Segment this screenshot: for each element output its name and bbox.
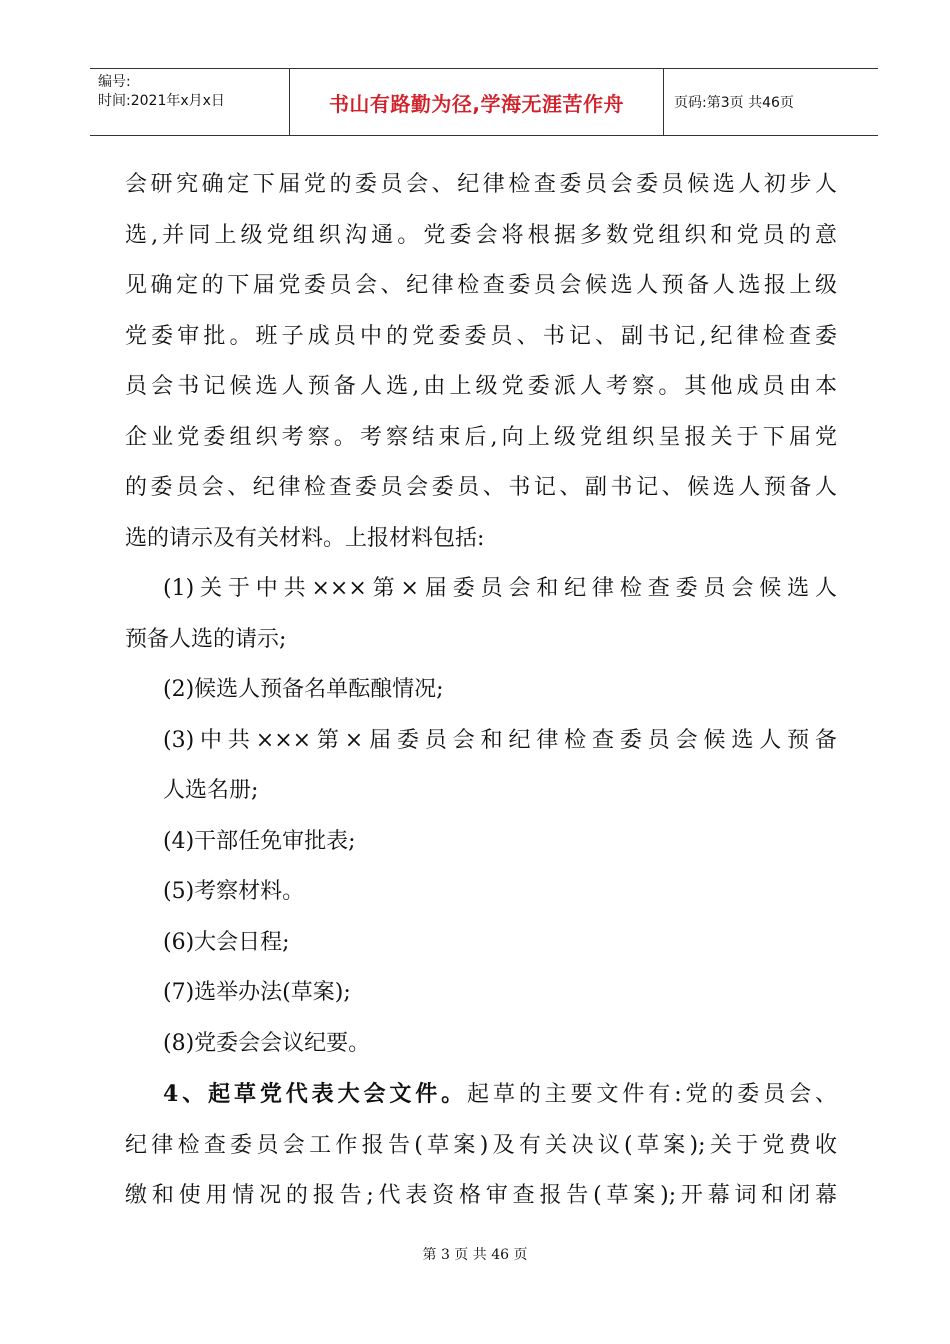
list-item-3-continuation: 人选名册; [163, 778, 259, 803]
list-item-5: (5)考察材料。 [163, 879, 305, 904]
section-4-text: 起草的主要文件有:党的委员会、 [467, 1082, 837, 1107]
list-item-8: (8)党委会会议纪要。 [163, 1030, 371, 1056]
section-4-heading: 4、起草党代表大会文件。 [163, 1081, 468, 1107]
page-footer: 第 3 页 共 46 页 [422, 1247, 528, 1263]
header-page-info: 页码:第3页 共46页 [674, 95, 794, 111]
body-line: 员会书记候选人预备人选,由上级党委派人考察。其他成员由本 [125, 374, 837, 399]
list-item-2: (2)候选人预备名单酝酿情况; [163, 677, 444, 702]
list-item-7: (7)选举办法(草案); [163, 980, 351, 1005]
document-body [125, 160, 837, 1222]
list-item-1: (1)关于中共×××第×届委员会和纪律检查委员会候选人 [163, 576, 837, 601]
body-line: 企业党委组织考察。考察结束后,向上级党组织呈报关于下届党 [125, 424, 837, 450]
section-4-line: 缴和使用情况的报告;代表资格审查报告(草案);开幕词和闭幕 [125, 1183, 837, 1208]
list-item-3: (3)中共×××第×届委员会和纪律检查委员会候选人预备 [163, 727, 837, 753]
section-4-line: 纪律检查委员会工作报告(草案)及有关决议(草案);关于党费收 [125, 1132, 837, 1158]
body-line: 党委审批。班子成员中的党委委员、书记、副书记,纪律检查委 [125, 323, 837, 349]
document-number-label: 编号: [98, 74, 131, 90]
header-meta [90, 69, 290, 135]
section-4-line [125, 1069, 837, 1121]
body-line: 见确定的下届党委员会、纪律检查委员会候选人预备人选报上级 [125, 273, 837, 298]
header-motto: 书山有路勤为径,学海无涯苦作舟 [290, 69, 664, 135]
body-line: 选的请示及有关材料。上报材料包括: [125, 525, 485, 551]
list-item-4: (4)干部任免审批表; [163, 828, 356, 854]
page-header [90, 68, 878, 136]
body-line: 会研究确定下届党的委员会、纪律检查委员会委员候选人初步人 [125, 172, 837, 197]
list-item-6: (6)大会日程; [163, 929, 290, 955]
body-line: 的委员会、纪律检查委员会委员、书记、副书记、候选人预备人 [125, 475, 837, 500]
body-line: 选,并同上级党组织沟通。党委会将根据多数党组织和党员的意 [125, 222, 837, 248]
list-item-1-continuation: 预备人选的请示; [125, 626, 287, 652]
document-time-label: 时间:2021年x月x日 [98, 93, 225, 109]
